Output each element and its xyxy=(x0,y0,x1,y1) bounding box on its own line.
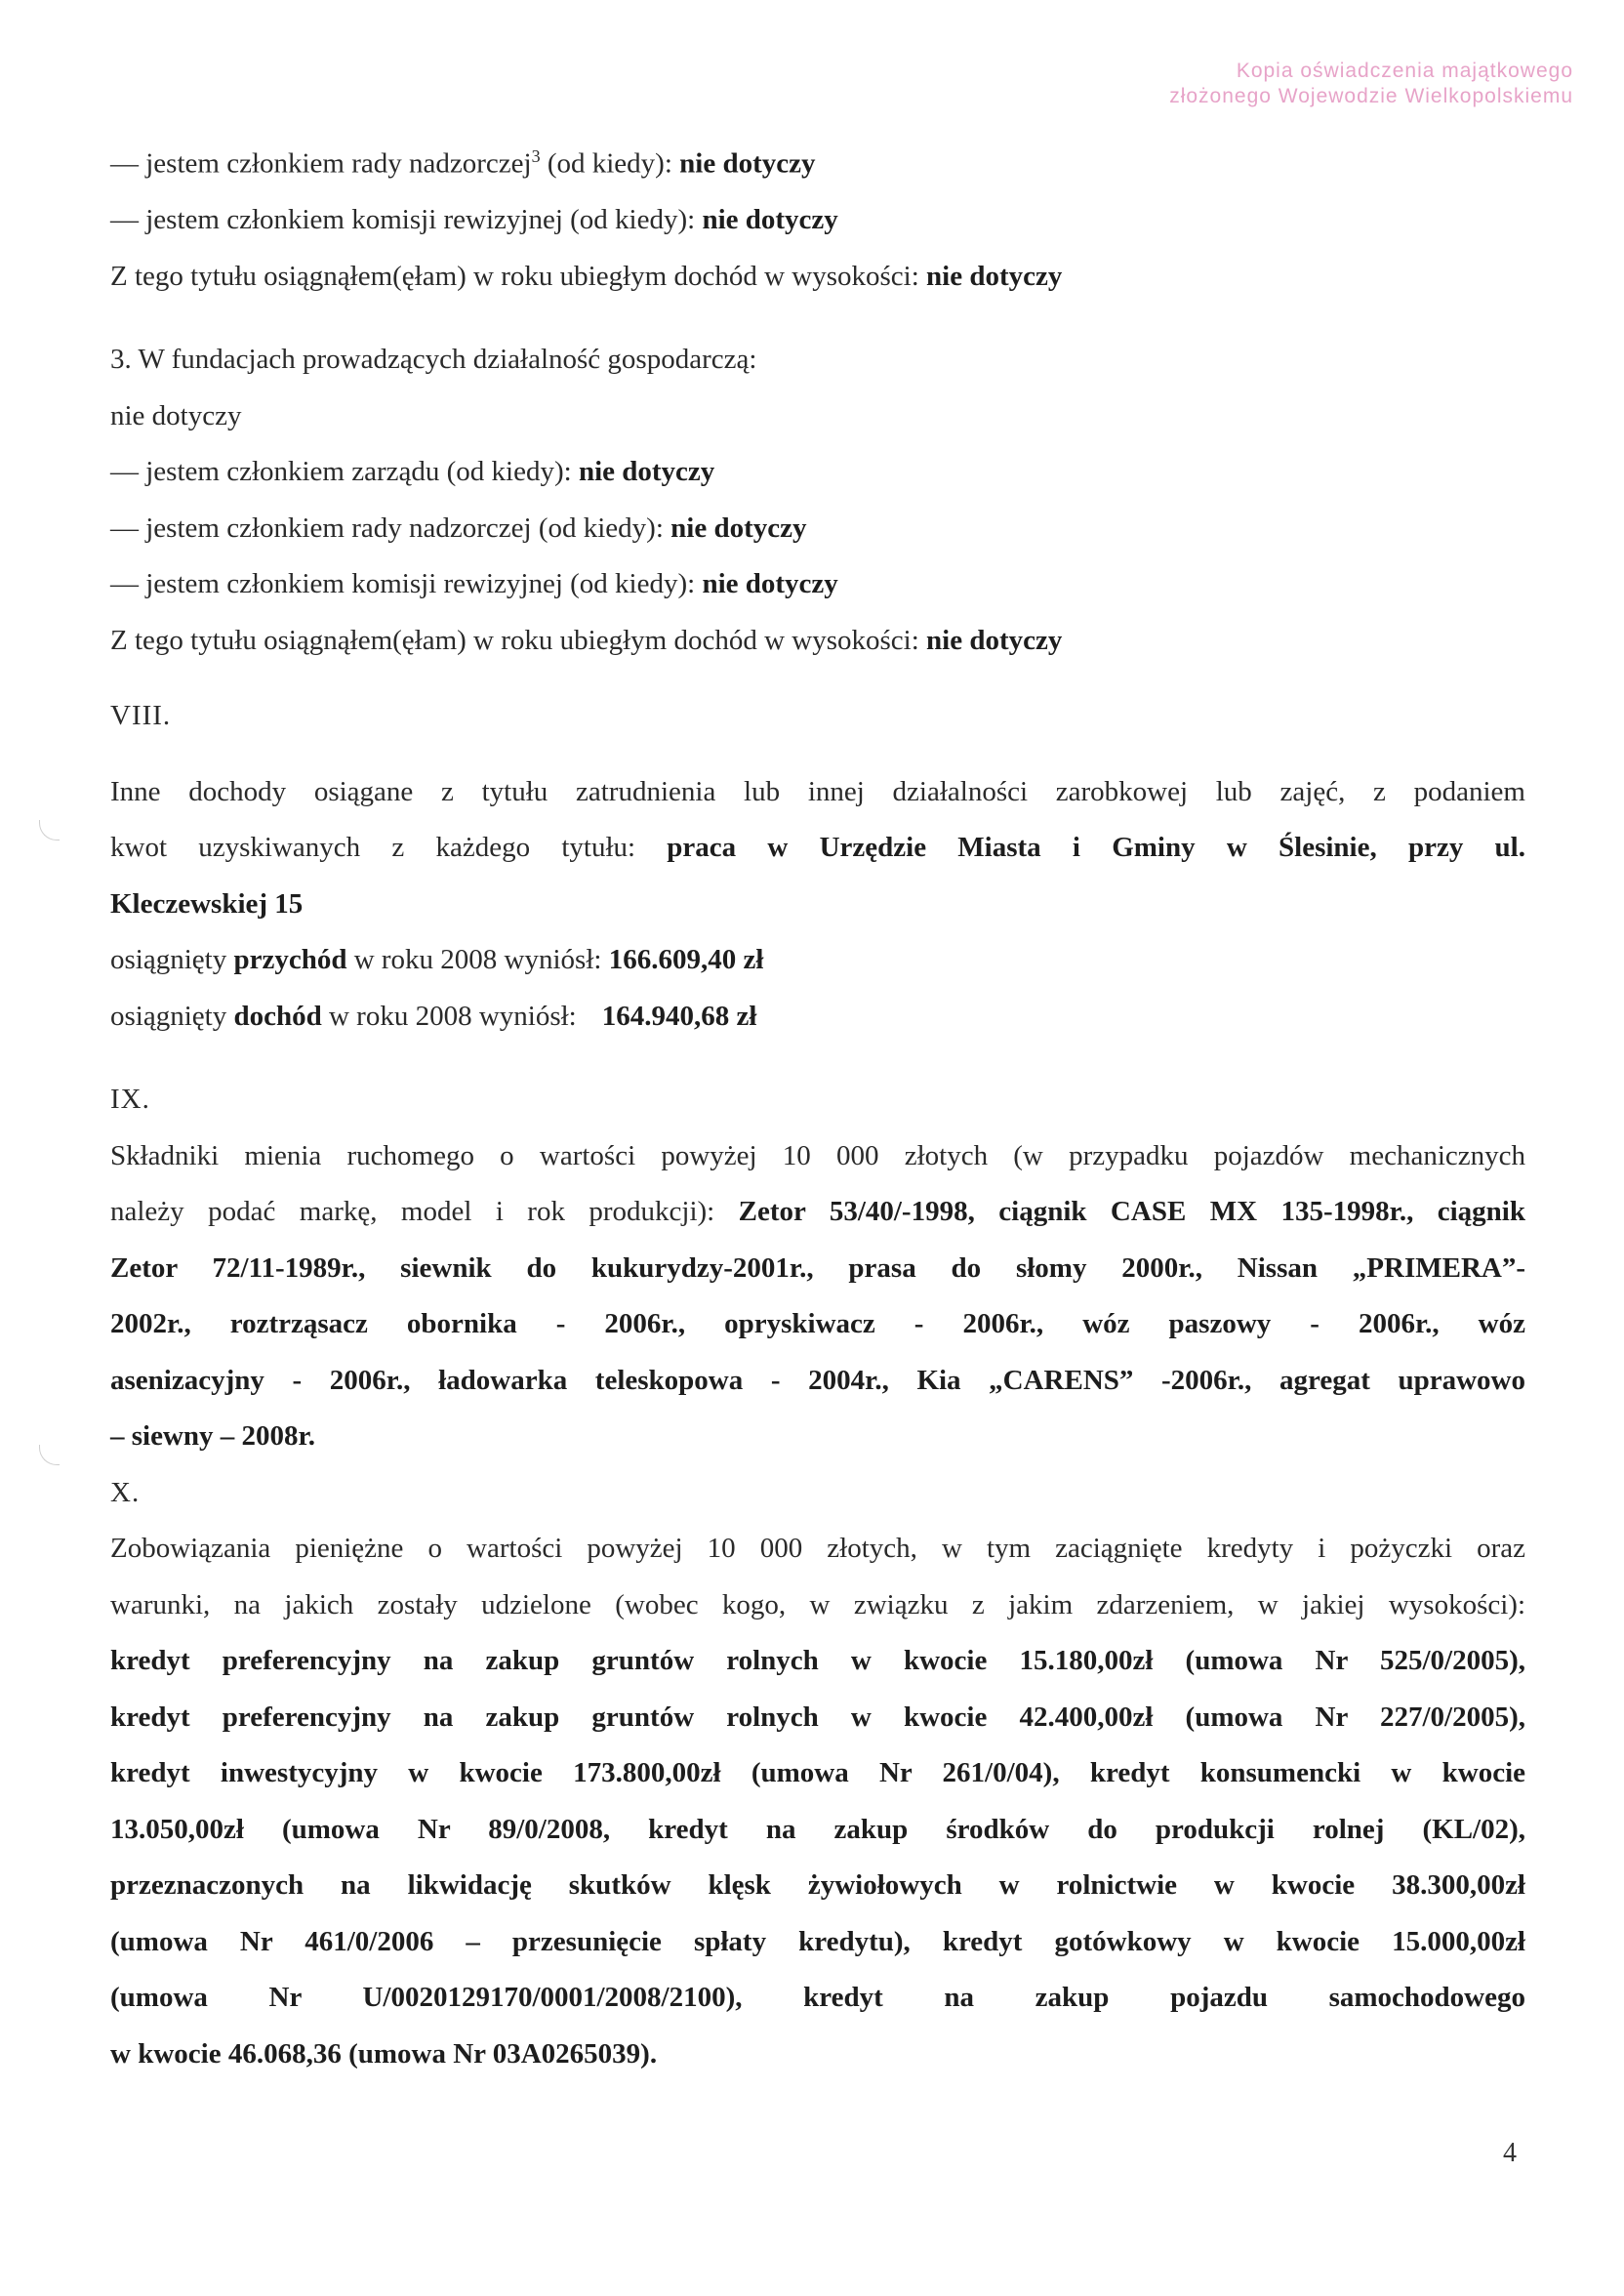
s7-3-line-3: — jestem członkiem komisji rewizyjnej (od kiedy): nie dotyczy xyxy=(110,568,838,600)
s10-line-6: 13.050,00zł (umowa Nr 89/0/2008, kredyt na zakup środków do produkcji rolnej (KL/02), xyxy=(110,1813,1525,1845)
s7-line-2: — jestem członkiem komisji rewizyjnej (od kiedy): nie dotyczy xyxy=(110,204,838,236)
page-number: 4 xyxy=(1503,2138,1517,2168)
s9-line-2: należy podać markę, model i rok produkcji): Zetor 53/40/-1998, ciągnik CASE MX 135-1998r., ciągnik xyxy=(110,1196,1525,1228)
s9-line-6: – siewny – 2008r. xyxy=(110,1420,315,1453)
s10-line-4: kredyt preferencyjny na zakup gruntów rolnych w kwocie 42.400,00zł (umowa Nr 227/0/2005), xyxy=(110,1701,1525,1733)
s7-3-line-2: — jestem członkiem rady nadzorczej (od kiedy): nie dotyczy xyxy=(110,512,807,544)
stamp-line-1: Kopia oświadczenia majątkowego xyxy=(1236,60,1573,82)
s8-income-dochod: osiągnięty dochód w roku 2008 wyniósł: 164.940,68 zł xyxy=(110,1000,757,1032)
scan-mark xyxy=(39,1445,60,1465)
s7-3-line-4: Z tego tytułu osiągnąłem(ęłam) w roku ubiegłym dochód w wysokości: nie dotyczy xyxy=(110,624,1063,656)
s10-line-2: warunki, na jakich zostały udzielone (wobec kogo, w związku z jakim zdarzeniem, w jakiej wysokości): xyxy=(110,1588,1525,1620)
document-page xyxy=(110,129,1525,2082)
s8-income-przychod: osiągnięty przychód w roku 2008 wyniósł: 166.609,40 zł xyxy=(110,944,764,976)
s10-line-9: (umowa Nr U/0020129170/0001/2008/2100), kredyt na zakup pojazdu samochodowego xyxy=(110,1982,1525,2014)
section-x-heading: X. xyxy=(110,1476,141,1508)
s7-3-none: nie dotyczy xyxy=(110,399,242,431)
s9-line-4: 2002r., roztrząsacz obornika - 2006r., opryskiwacz - 2006r., wóz paszowy - 2006r., wóz xyxy=(110,1308,1525,1340)
s8-paragraph-line-1: Inne dochody osiągane z tytułu zatrudnienia lub innej działalności zarobkowej lub zajęć, z podaniem xyxy=(110,775,1525,807)
s10-line-3: kredyt preferencyjny na zakup gruntów rolnych w kwocie 15.180,00zł (umowa Nr 525/0/2005), xyxy=(110,1645,1525,1677)
s10-line-10: w kwocie 46.068,36 (umowa Nr 03A0265039). xyxy=(110,2037,658,2070)
s7-line-3: Z tego tytułu osiągnąłem(ęłam) w roku ubiegłym dochód w wysokości: nie dotyczy xyxy=(110,260,1063,292)
stamp-line-2: złożonego Wojewodzie Wielkopolskiemu xyxy=(1169,85,1573,107)
s7-3-title: 3. W fundacjach prowadzących działalność gospodarczą: xyxy=(110,344,757,376)
document-stamp xyxy=(1169,59,1573,109)
s10-line-8: (umowa Nr 461/0/2006 – przesunięcie spłaty kredytu), kredyt gotówkowy w kwocie 15.000,00zł xyxy=(110,1925,1525,1957)
s10-line-5: kredyt inwestycyjny w kwocie 173.800,00zł (umowa Nr 261/0/04), kredyt konsumencki w kwocie xyxy=(110,1757,1525,1789)
section-viii-heading: VIII. xyxy=(110,700,172,732)
scan-mark xyxy=(39,820,60,840)
s9-line-3: Zetor 72/11-1989r., siewnik do kukurydzy-2001r., prasa do słomy 2000r., Nissan „PRIMERA”- xyxy=(110,1251,1525,1284)
s8-paragraph-line-3: Kleczewskiej 15 xyxy=(110,887,304,920)
section-ix-heading: IX. xyxy=(110,1084,150,1116)
s7-3-line-1: — jestem członkiem zarządu (od kiedy): nie dotyczy xyxy=(110,456,715,488)
s8-paragraph-line-2: kwot uzyskiwanych z każdego tytułu: praca w Urzędzie Miasta i Gminy w Ślesinie, przy ul. xyxy=(110,832,1525,864)
s10-line-7: przeznaczonych na likwidację skutków klęsk żywiołowych w rolnictwie w kwocie 38.300,00zł xyxy=(110,1869,1525,1902)
s7-line-1: — jestem członkiem rady nadzorczej$^3$ (od kiedy): nie dotyczy xyxy=(110,146,816,180)
s9-line-5: asenizacyjny - 2006r., ładowarka teleskopowa - 2004r., Kia „CARENS” -2006r., agregat uprawowo xyxy=(110,1364,1525,1396)
s10-line-1: Zobowiązania pieniężne o wartości powyżej 10 000 złotych, w tym zaciągnięte kredyty i pożyczki oraz xyxy=(110,1533,1525,1565)
s9-line-1: Składniki mienia ruchomego o wartości powyżej 10 000 złotych (w przypadku pojazdów mechanicznych xyxy=(110,1139,1525,1171)
